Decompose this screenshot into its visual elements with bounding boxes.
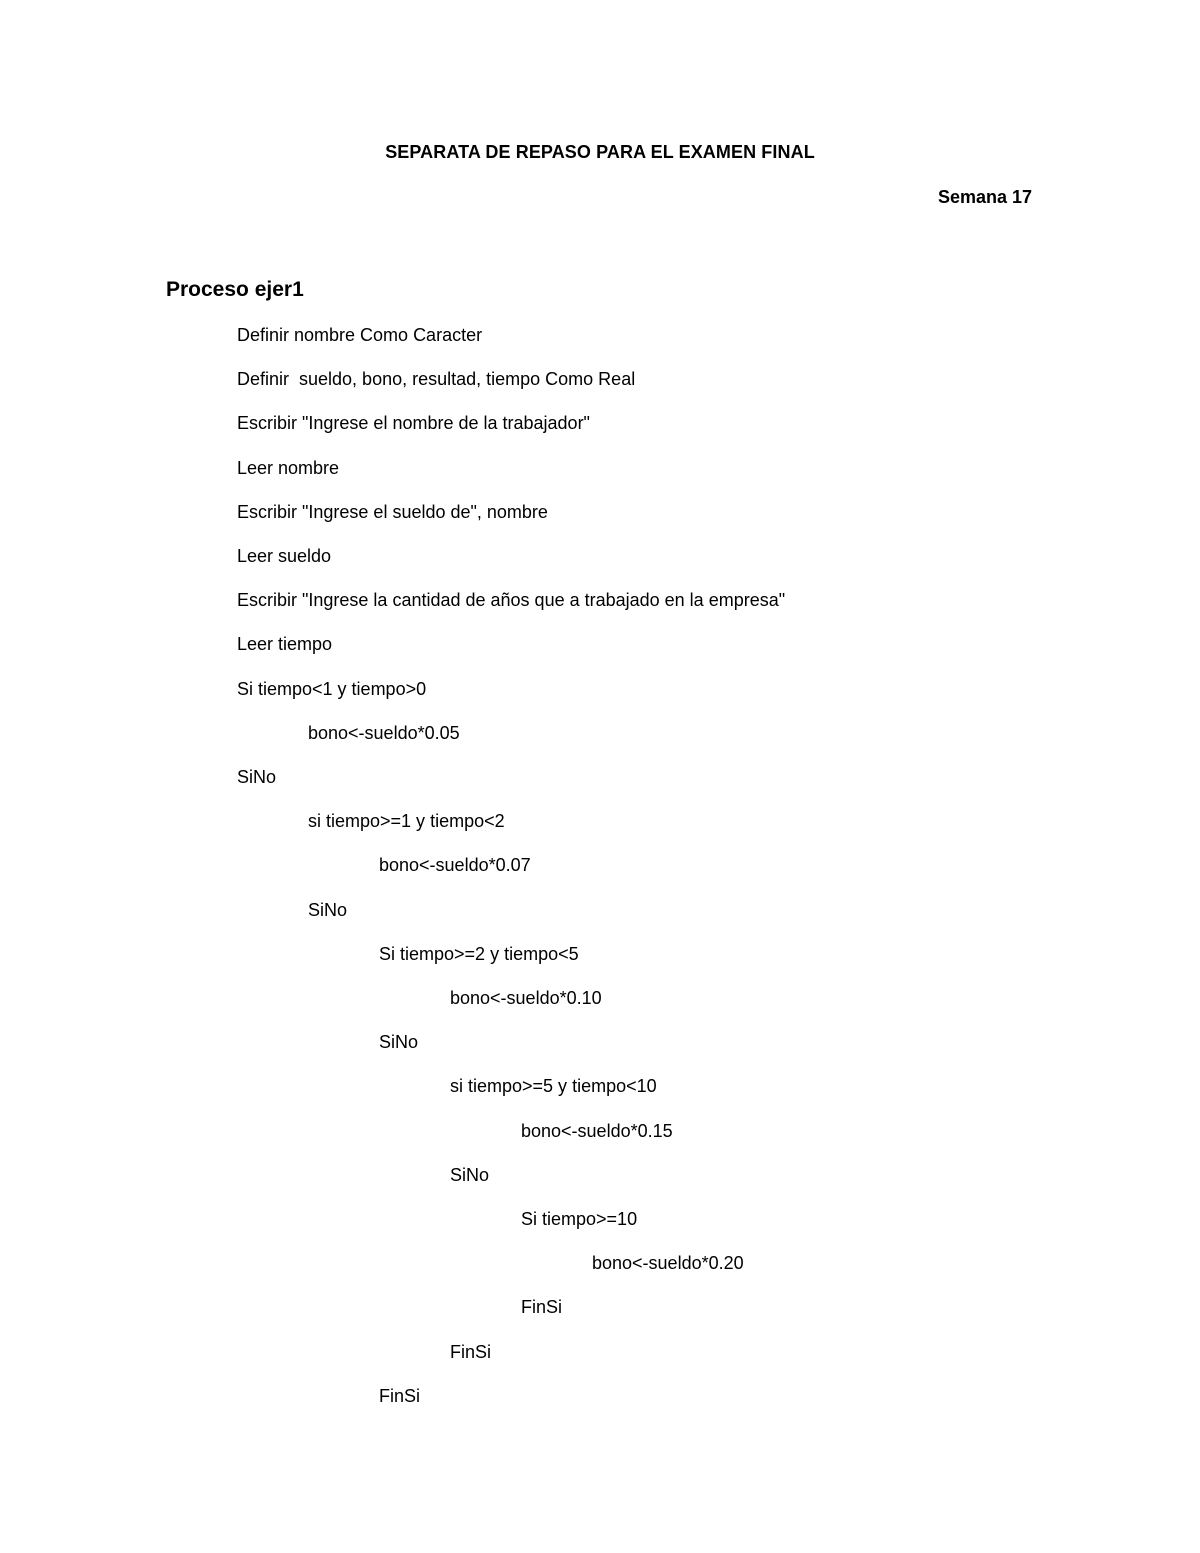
code-line: Definir sueldo, bono, resultad, tiempo Como Real (237, 369, 636, 389)
code-line: SiNo (308, 900, 348, 920)
code-line: bono<-sueldo*0.10 (450, 988, 602, 1008)
code-line: Escribir "Ingrese la cantidad de años que a trabajado en la empresa" (237, 590, 786, 610)
code-line: si tiempo>=1 y tiempo<2 (308, 811, 505, 831)
code-line: Leer nombre (237, 458, 340, 478)
code-line: bono<-sueldo*0.07 (379, 855, 531, 875)
document-title: SEPARATA DE REPASO PARA EL EXAMEN FINAL (385, 142, 815, 162)
code-line: bono<-sueldo*0.15 (521, 1121, 673, 1141)
code-line: FinSi (379, 1386, 421, 1406)
code-line: Si tiempo<1 y tiempo>0 (237, 679, 427, 699)
code-line: Si tiempo>=10 (521, 1209, 638, 1229)
code-line: bono<-sueldo*0.20 (592, 1253, 744, 1273)
code-line: bono<-sueldo*0.05 (308, 723, 460, 743)
code-line: FinSi (450, 1342, 492, 1362)
code-line: Definir nombre Como Caracter (237, 325, 483, 345)
code-line: Si tiempo>=2 y tiempo<5 (379, 944, 579, 964)
code-line: Escribir "Ingrese el nombre de la trabajador" (237, 413, 590, 433)
week-label: Semana 17 (937, 187, 1032, 207)
code-line: si tiempo>=5 y tiempo<10 (450, 1076, 657, 1096)
process-heading: Proceso ejer1 (166, 278, 304, 301)
code-line: Leer tiempo (237, 634, 333, 654)
code-line: SiNo (379, 1032, 419, 1052)
code-line: FinSi (521, 1297, 563, 1317)
code-line: SiNo (237, 767, 277, 787)
code-line: Leer sueldo (237, 546, 332, 566)
code-line: Escribir "Ingrese el sueldo de", nombre (237, 502, 548, 522)
code-line: SiNo (450, 1165, 490, 1185)
